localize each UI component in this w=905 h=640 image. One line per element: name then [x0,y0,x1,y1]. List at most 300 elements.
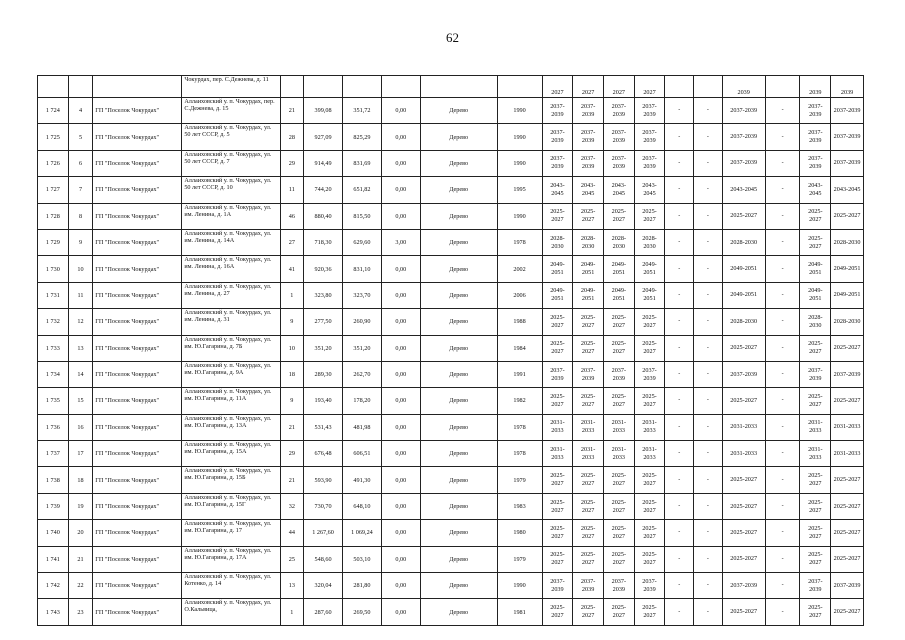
repair-period-cell: 2025-2027 [573,599,604,625]
total-area-cell: 920,36 [304,256,343,282]
owner-cell: ГП "Поселок Чокурдах" [93,467,182,493]
owner-cell: ГП "Поселок Чокурдах" [93,414,182,440]
repair-period-cell: 2031-2033 [831,414,864,440]
dash-cell: - [694,573,723,599]
address-cell: Аллаиховский у. п. Чокурдах, ул. им. Ю.Гагарина, д. 7Б [182,335,280,361]
wall-material-cell [420,76,497,98]
build-year-cell: 1990 [497,98,542,124]
row-number-cell: 6 [68,150,93,176]
repair-period-cell: 2025-2027 [542,599,573,625]
address-cell: Аллаиховский у. п. Чокурдах, ул. им. Ю.Гагарина, д. 15Б [182,467,280,493]
repair-period-cell: 2037-2039 [634,124,665,150]
total-area-cell: 927,09 [304,124,343,150]
living-area-cell: 260,90 [342,309,381,335]
dash-cell: - [765,177,800,203]
row-number-cell: 21 [68,546,93,572]
index-cell: 1 738 [38,467,69,493]
address-cell: Аллаиховский у. п. Чокурдах, ул. им. Ленина, д. 14А [182,229,280,255]
wall-material-cell: Дерево [420,493,497,519]
repair-period-cell: 2025-2027 [831,467,864,493]
repair-period-cell: 2025-2027 [573,467,604,493]
repair-period-cell: 2025-2027 [831,388,864,414]
count-cell: 25 [280,546,304,572]
dash-cell: - [665,124,694,150]
repair-period-cell: 2031-2033 [722,441,765,467]
dash-cell: - [694,256,723,282]
address-cell: Аллаиховский у. п. Чокурдах, ул. им. Ленина, д. 1А [182,203,280,229]
owner-cell: ГП "Поселок Чокурдах" [93,309,182,335]
repair-period-cell: 2025-2027 [573,520,604,546]
repair-period-cell: 2025-2027 [603,546,634,572]
address-cell: Аллаиховский у. п. Чокурдах, ул. 50 лет СССР, д. 5 [182,124,280,150]
build-year-cell: 1978 [497,229,542,255]
repair-period-cell: 2037-2039 [634,573,665,599]
repair-period-cell: 2025-2027 [800,388,831,414]
row-number-cell: 4 [68,98,93,124]
dash-cell: - [694,124,723,150]
row-number-cell: 18 [68,467,93,493]
repair-period-cell: 2037-2039 [542,98,573,124]
dash-cell [665,76,694,98]
build-year-cell: 1995 [497,177,542,203]
count-cell: 21 [280,414,304,440]
living-area-cell: 351,72 [342,98,381,124]
total-area-cell [304,76,343,98]
repair-period-cell: 2025-2027 [800,229,831,255]
index-cell: 1 735 [38,388,69,414]
build-year-cell: 1990 [497,203,542,229]
repair-period-cell: 2025-2027 [542,520,573,546]
area-cell: 0,00 [381,309,420,335]
repair-period-cell: 2025-2027 [542,467,573,493]
total-area-cell: 914,49 [304,150,343,176]
area-cell: 0,00 [381,177,420,203]
repair-period-cell: 2049-2051 [634,282,665,308]
repair-period-cell: 2037-2039 [800,150,831,176]
repair-period-cell: 2025-2027 [831,203,864,229]
wall-material-cell: Дерево [420,150,497,176]
row-number-cell: 17 [68,441,93,467]
address-cell: Аллаиховский у. п. Чокурдах, ул. 50 лет СССР, д. 7 [182,150,280,176]
owner-cell [93,76,182,98]
living-area-cell: 281,80 [342,573,381,599]
table-row [38,493,864,519]
area-cell: 0,00 [381,150,420,176]
repair-period-cell: 2025-2027 [800,520,831,546]
total-area-cell: 323,80 [304,282,343,308]
address-cell: Аллаиховский у. п. Чокурдах, ул. О.Кальвица, [182,599,280,625]
row-number-cell: 7 [68,177,93,203]
table-row [38,414,864,440]
repair-period-cell: 2025-2027 [722,335,765,361]
dash-cell: - [665,177,694,203]
dash-cell: - [694,467,723,493]
repair-period-cell: 2027 [603,76,634,98]
repair-period-cell: 2025-2027 [603,203,634,229]
count-cell: 41 [280,256,304,282]
repair-period-cell: 2025-2027 [603,520,634,546]
area-cell: 0,00 [381,256,420,282]
repair-period-cell: 2037-2039 [542,124,573,150]
repair-period-cell: 2039 [800,76,831,98]
repair-period-cell: 2049-2051 [634,256,665,282]
repair-period-cell: 2037-2039 [603,98,634,124]
address-cell: Аллаиховский у. п. Чокурдах, ул. им. Ю.Гагарина, д. 17 [182,520,280,546]
row-number-cell: 12 [68,309,93,335]
dash-cell: - [665,599,694,625]
row-number-cell: 14 [68,361,93,387]
repair-period-cell: 2025-2027 [634,309,665,335]
dash-cell: - [765,467,800,493]
repair-period-cell: 2025-2027 [573,493,604,519]
address-cell: Аллаиховский у. п. Чокурдах, ул. им. Ю.Гагарина, д. 15Г [182,493,280,519]
wall-material-cell: Дерево [420,335,497,361]
count-cell: 29 [280,150,304,176]
row-number-cell: 23 [68,599,93,625]
table-row [38,441,864,467]
repair-period-cell: 2031-2033 [800,441,831,467]
dash-cell: - [765,573,800,599]
table-row [38,361,864,387]
repair-period-cell: 2031-2033 [722,414,765,440]
row-number-cell: 16 [68,414,93,440]
repair-period-cell: 2025-2027 [542,309,573,335]
dash-cell: - [665,388,694,414]
repair-period-cell: 2037-2039 [573,124,604,150]
repair-period-cell: 2043-2045 [573,177,604,203]
index-cell: 1 725 [38,124,69,150]
repair-period-cell: 2037-2039 [634,150,665,176]
repair-period-cell: 2037-2039 [722,124,765,150]
area-cell: 0,00 [381,203,420,229]
area-cell: 0,00 [381,414,420,440]
owner-cell: ГП "Поселок Чокурдах" [93,335,182,361]
repair-period-cell: 2028-2030 [573,229,604,255]
dash-cell: - [765,520,800,546]
repair-period-cell: 2043-2045 [722,177,765,203]
repair-period-cell: 2025-2027 [634,599,665,625]
build-year-cell: 2002 [497,256,542,282]
wall-material-cell: Дерево [420,309,497,335]
repair-period-cell: 2025-2027 [603,335,634,361]
living-area-cell: 629,60 [342,229,381,255]
repair-period-cell: 2025-2027 [800,467,831,493]
living-area-cell: 831,10 [342,256,381,282]
repair-period-cell: 2037-2039 [831,124,864,150]
dash-cell: - [765,388,800,414]
living-area-cell: 351,20 [342,335,381,361]
repair-period-cell: 2037-2039 [831,573,864,599]
owner-cell: ГП "Поселок Чокурдах" [93,256,182,282]
index-cell: 1 739 [38,493,69,519]
table-row [38,177,864,203]
repair-period-cell: 2037-2039 [542,150,573,176]
repair-period-cell: 2025-2027 [603,388,634,414]
owner-cell: ГП "Поселок Чокурдах" [93,282,182,308]
repair-period-cell: 2037-2039 [603,124,634,150]
dash-cell: - [765,229,800,255]
repair-period-cell: 2031-2033 [800,414,831,440]
repair-period-cell: 2031-2033 [573,441,604,467]
wall-material-cell: Дерево [420,229,497,255]
repair-period-cell: 2028-2030 [831,309,864,335]
repair-period-cell: 2043-2045 [542,177,573,203]
repair-period-cell: 2028-2030 [603,229,634,255]
table-row [38,150,864,176]
repair-period-cell: 2031-2033 [634,441,665,467]
living-area-cell: 262,70 [342,361,381,387]
repair-period-cell: 2039 [831,76,864,98]
repair-period-cell: 2025-2027 [542,388,573,414]
dash-cell: - [694,229,723,255]
row-number-cell: 10 [68,256,93,282]
count-cell: 1 [280,599,304,625]
repair-period-cell: 2025-2027 [634,388,665,414]
build-year-cell: 1981 [497,599,542,625]
dash-cell: - [694,546,723,572]
repair-period-cell: 2037-2039 [800,98,831,124]
repair-period-cell: 2049-2051 [800,282,831,308]
area-cell: 0,00 [381,98,420,124]
repair-period-cell: 2025-2027 [542,203,573,229]
repair-period-cell: 2025-2027 [722,203,765,229]
repair-period-cell: 2043-2045 [603,177,634,203]
living-area-cell [342,76,381,98]
dash-cell: - [765,309,800,335]
table-row [38,76,864,98]
repair-period-cell: 2031-2033 [634,414,665,440]
repair-period-cell: 2025-2027 [831,599,864,625]
table-row [38,335,864,361]
dash-cell: - [665,361,694,387]
dash-cell: - [665,203,694,229]
repair-period-cell: 2025-2027 [800,546,831,572]
address-cell: Аллаиховский у. п. Чокурдах, ул. Котенко, д. 14 [182,573,280,599]
dash-cell: - [765,256,800,282]
repair-period-cell: 2031-2033 [831,441,864,467]
address-cell: Аллаиховский у. п. Чокурдах, ул. им. Ю.Гагарина, д. 9А [182,361,280,387]
repair-period-cell: 2025-2027 [603,309,634,335]
dash-cell: - [694,335,723,361]
repair-period-cell: 2025-2027 [542,493,573,519]
build-year-cell: 1982 [497,388,542,414]
repair-period-cell: 2037-2039 [722,98,765,124]
repair-period-cell: 2037-2039 [831,98,864,124]
build-year-cell: 1979 [497,467,542,493]
table-row [38,546,864,572]
repair-period-cell: 2025-2027 [542,546,573,572]
total-area-cell: 193,40 [304,388,343,414]
index-cell: 1 728 [38,203,69,229]
repair-period-cell: 2043-2045 [831,177,864,203]
living-area-cell: 606,51 [342,441,381,467]
owner-cell: ГП "Поселок Чокурдах" [93,599,182,625]
repair-period-cell: 2037-2039 [800,124,831,150]
table-row [38,309,864,335]
total-area-cell: 676,48 [304,441,343,467]
row-number-cell: 9 [68,229,93,255]
dash-cell: - [765,150,800,176]
owner-cell: ГП "Поселок Чокурдах" [93,546,182,572]
repair-period-cell: 2049-2051 [603,282,634,308]
build-year-cell: 1984 [497,335,542,361]
dash-cell: - [694,441,723,467]
table-row [38,229,864,255]
repair-period-cell: 2039 [722,76,765,98]
total-area-cell: 880,40 [304,203,343,229]
repair-period-cell: 2031-2033 [542,414,573,440]
count-cell: 9 [280,309,304,335]
living-area-cell: 178,20 [342,388,381,414]
repair-period-cell: 2028-2030 [722,309,765,335]
dash-cell: - [665,98,694,124]
dash-cell: - [665,414,694,440]
repair-period-cell: 2027 [634,76,665,98]
count-cell: 28 [280,124,304,150]
repair-period-cell: 2025-2027 [573,388,604,414]
wall-material-cell: Дерево [420,441,497,467]
living-area-cell: 651,82 [342,177,381,203]
dash-cell: - [765,441,800,467]
address-cell: Аллаиховский у. п. Чокурдах, ул. им. Ю.Гагарина, д. 17А [182,546,280,572]
total-area-cell: 730,70 [304,493,343,519]
wall-material-cell: Дерево [420,98,497,124]
repair-period-cell: 2031-2033 [573,414,604,440]
dash-cell: - [665,335,694,361]
table-body [38,76,864,626]
wall-material-cell: Дерево [420,124,497,150]
total-area-cell: 351,20 [304,335,343,361]
address-cell: Аллаиховский у. п. Чокурдах, ул. 50 лет СССР, д. 10 [182,177,280,203]
row-number-cell: 13 [68,335,93,361]
repair-period-cell: 2031-2033 [603,441,634,467]
count-cell: 11 [280,177,304,203]
living-area-cell: 648,10 [342,493,381,519]
wall-material-cell: Дерево [420,256,497,282]
housing-register-table [37,75,864,626]
living-area-cell: 481,98 [342,414,381,440]
count-cell: 9 [280,388,304,414]
repair-period-cell: 2037-2039 [573,150,604,176]
total-area-cell: 320,04 [304,573,343,599]
dash-cell [694,76,723,98]
table-row [38,520,864,546]
repair-period-cell: 2049-2051 [603,256,634,282]
index-cell: 1 727 [38,177,69,203]
repair-period-cell: 2037-2039 [634,98,665,124]
index-cell: 1 730 [38,256,69,282]
total-area-cell: 531,43 [304,414,343,440]
wall-material-cell: Дерево [420,520,497,546]
owner-cell: ГП "Поселок Чокурдах" [93,388,182,414]
wall-material-cell: Дерево [420,467,497,493]
dash-cell: - [665,256,694,282]
dash-cell: - [694,388,723,414]
dash-cell: - [665,309,694,335]
repair-period-cell: 2037-2039 [573,98,604,124]
repair-period-cell: 2025-2027 [722,388,765,414]
dash-cell: - [694,361,723,387]
repair-period-cell: 2031-2033 [603,414,634,440]
repair-period-cell: 2049-2051 [542,256,573,282]
repair-period-cell: 2037-2039 [831,361,864,387]
dash-cell: - [765,124,800,150]
dash-cell: - [665,467,694,493]
living-area-cell: 491,30 [342,467,381,493]
repair-period-cell: 2037-2039 [722,150,765,176]
wall-material-cell: Дерево [420,414,497,440]
index-cell: 1 724 [38,98,69,124]
dash-cell: - [665,573,694,599]
dash-cell: - [694,414,723,440]
table-row [38,388,864,414]
owner-cell: ГП "Поселок Чокурдах" [93,573,182,599]
table-row [38,599,864,625]
index-cell: 1 740 [38,520,69,546]
repair-period-cell: 2025-2027 [831,546,864,572]
repair-period-cell: 2025-2027 [800,335,831,361]
wall-material-cell: Дерево [420,361,497,387]
repair-period-cell: 2025-2027 [722,520,765,546]
row-number-cell: 19 [68,493,93,519]
index-cell: 1 729 [38,229,69,255]
area-cell: 0,00 [381,124,420,150]
area-cell: 0,00 [381,520,420,546]
repair-period-cell: 2025-2027 [634,546,665,572]
repair-period-cell: 2037-2039 [722,361,765,387]
wall-material-cell: Дерево [420,177,497,203]
owner-cell: ГП "Поселок Чокурдах" [93,150,182,176]
owner-cell: ГП "Поселок Чокурдах" [93,177,182,203]
count-cell: 13 [280,573,304,599]
count-cell: 10 [280,335,304,361]
repair-period-cell: 2025-2027 [800,493,831,519]
repair-period-cell: 2025-2027 [603,467,634,493]
address-cell: Чокурдах, пер. С.Дежнева, д. 11 [182,76,280,98]
count-cell: 21 [280,98,304,124]
repair-period-cell: 2025-2027 [573,203,604,229]
index-cell: 1 736 [38,414,69,440]
total-area-cell: 399,08 [304,98,343,124]
dash-cell: - [765,98,800,124]
count-cell: 21 [280,467,304,493]
repair-period-cell: 2049-2051 [722,282,765,308]
total-area-cell: 744,20 [304,177,343,203]
dash-cell: - [694,493,723,519]
build-year-cell: 1990 [497,124,542,150]
area-cell: 0,00 [381,361,420,387]
repair-period-cell: 2043-2045 [800,177,831,203]
area-cell: 0,00 [381,599,420,625]
repair-period-cell: 2025-2027 [831,335,864,361]
repair-period-cell: 2025-2027 [722,493,765,519]
living-area-cell: 269,50 [342,599,381,625]
address-cell: Аллаиховский у. п. Чокурдах, ул. им. Ленина, д. 31 [182,309,280,335]
repair-period-cell: 2037-2039 [634,361,665,387]
wall-material-cell: Дерево [420,573,497,599]
build-year-cell: 1978 [497,441,542,467]
repair-period-cell: 2025-2027 [634,467,665,493]
table-row [38,467,864,493]
living-area-cell: 323,70 [342,282,381,308]
living-area-cell: 1 069,24 [342,520,381,546]
address-cell: Аллаиховский у. п. Чокурдах, ул. им. Ленина, д. 16А [182,256,280,282]
dash-cell: - [694,282,723,308]
repair-period-cell: 2027 [573,76,604,98]
area-cell: 0,00 [381,573,420,599]
repair-period-cell: 2037-2039 [800,361,831,387]
row-number-cell: 15 [68,388,93,414]
